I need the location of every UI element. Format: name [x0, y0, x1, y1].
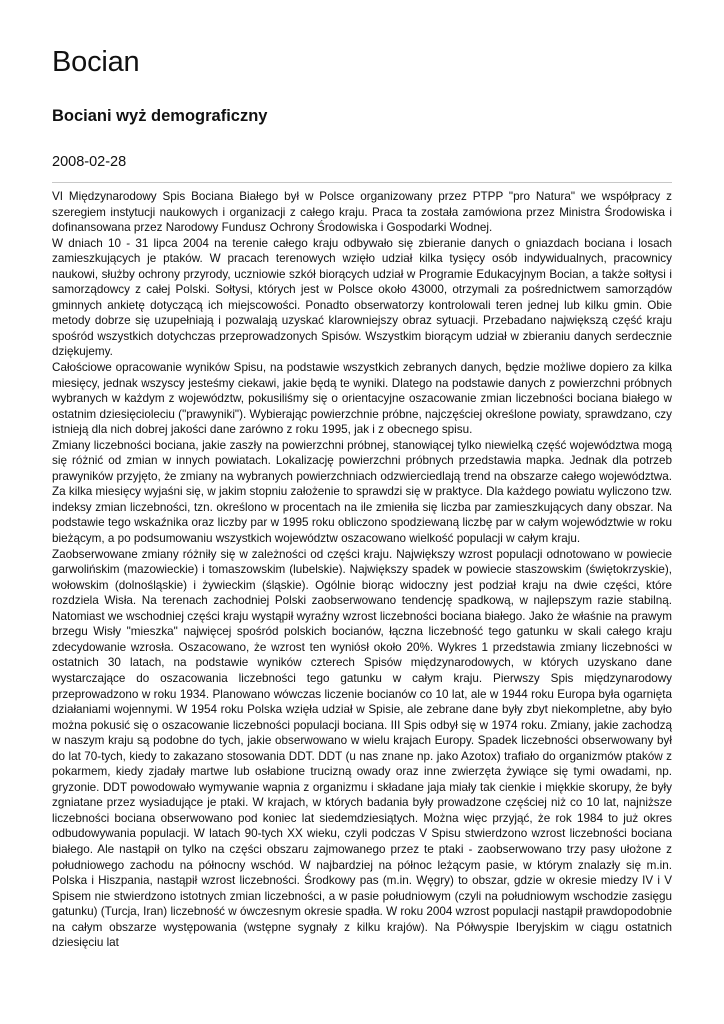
article-body	[52, 189, 672, 951]
article-paragraph: VI Międzynarodowy Spis Bociana Białego był w Polsce organizowany przez PTPP "pro Natura" we współpracy z szeregiem instytucji naukowych i organizacji z całego kraju. Praca ta została zamówiona przez Ministra Środowiska i dofinansowana przez Narodowy Fundusz Ochrony Środowiska i Gospodarki Wodnej.	[52, 190, 672, 235]
article-paragraph: Zaobserwowane zmiany różniły się w zależności od części kraju. Największy wzrost populacji odnotowano w powiecie garwolińskim (mazowieckie) i tomaszowskim (lubelskie). Największy spadek w powiecie staszowskim (świętokrzyskie), wołowskim (dolnośląskie) i żywieckim (śląskie). Ogólnie biorąc widoczny jest podział kraju na dwie części, które rozdziela Wisła. Na terenach zachodniej Polski zaobserwowano tendencję spadkową, w najlepszym razie stabilną. Natomiast we wschodniej części kraju wystąpił wyraźny wzrost liczebności bociana białego. Jako że właśnie na prawym brzegu Wisły "mieszka" najwięcej spośród polskich bocianów, łączna liczebność tego gatunku w skali całego kraju zdecydowanie wzrosła. Oszacowano, że wzrost ten wyniósł około 20%. Wykres 1 przedstawia zmiany liczebności w ostatnich 30 latach, na podstawie wyników czterech Spisów międzynarodowych, w których uzyskano dane wystarczające do oszacowania liczebności tego gatunku w całym kraju. Pierwszy Spis międzynarodowy przeprowadzono w roku 1934. Planowano wówczas liczenie bocianów co 10 lat, ale w 1944 roku Europa była ogarnięta działaniami wojennymi. W 1954 roku Polska wzięła udział w Spisie, ale zebrane dane były zbyt niekompletne, aby było można pokusić się o oszacowanie liczebności populacji bociana. III Spis odbył się w 1974 roku. Zmiany, jakie zachodzą w naszym kraju są podobne do tych, jakie obserwowano w wielu krajach Europy. Spadek liczebności obserwowany był do lat 70-tych, kiedy to zakazano stosowania DDT. DDT (u nas znane np. jako Azotox) trafiało do organizmów ptaków z pokarmem, kiedy zjadały martwe lub osłabione trucizną owady oraz inne zwierzęta żywiące się tymi owadami, np. gryzonie. DDT powodowało wymywanie wapnia z organizmu i składane jaja miały tak cienkie i miękkie skorupy, że były zgniatane przez wysiadujące je ptaki. W krajach, w których badania były prowadzone częściej niż co 10 lat, najniższe liczebności bociana obserwowano pod koniec lat siedemdziesiątych. Można więc przyjąć, że rok 1984 to już okres odbudowywania populacji. W latach 90-tych XX wieku, czyli podczas V Spisu stwierdzono wzrost liczebności bociana białego. Ale nastąpił on tylko na części obszaru zajmowanego przez te ptaki - zaobserwowano trzy pasy ułożone z południowego zachodu na północny wschód. W najbardziej na północ leżącym pasie, w którym znalazły się m.in. Polska i Hiszpania, nastąpił wzrost liczebności. Środkowy pas (m.in. Węgry) to obszar, gdzie w okresie miedzy IV i V Spisem nie stwierdzono istotnych zmian liczebności, a w pasie południowym (czyli na południowym wschodzie zasięgu gatunku) (Turcja, Iran) liczebność w ówczesnym okresie spadła. W roku 2004 wzrost populacji nastąpił prawdopodobnie na całym obszarze występowania (wstępne sygnały z kilku krajów). Na Półwyspie Iberyjskim w ciągu ostatnich dziesięciu lat	[52, 547, 672, 950]
title-divider	[52, 182, 672, 183]
article-title: Bociani wyż demograficzny	[52, 107, 268, 125]
article-paragraph: W dniach 10 - 31 lipca 2004 na terenie całego kraju odbywało się zbieranie danych o gniazdach bociana i losach zamieszkujących je ptaków. W pracach terenowych wzięło udział kilka tysięcy osób indywidualnych, pracownicy naukowi, służby ochrony przyrody, uczniowie szkół biorących udział w Programie Edukacyjnym Bocian, a także sołtysi i samorządowcy z całej Polski. Sołtysi, których jest w Polsce około 43000, otrzymali za pośrednictwem samorządów gminnych ankietę dotyczącą ich miejscowości. Ponadto obserwatorzy kontrolowali teren jednej lub kilku gmin. Obie metody dobrze się uzupełniają i pozwalają uzyskać klarowniejszy obraz sytuacji. Przebadano największą część kraju spośród wszystkich dotychczas przeprowadzonych Spisów. Wszystkim biorącym udział w zbieraniu danych serdecznie dziękujemy.	[52, 236, 672, 359]
page-content	[52, 42, 672, 951]
article-paragraph: Całościowe opracowanie wyników Spisu, na podstawie wszystkich zebranych danych, będzie możliwe dopiero za kilka miesięcy, jednak wszyscy jesteśmy ciekawi, jakie będą te wyniki. Dlatego na podstawie danych z powierzchni próbnych wybranych w każdym z województw, pokusiliśmy się o orientacyjne oszacowanie zmian liczebności bociana białego w ostatnim dziesięcioleciu ("prawyniki"). Wybierając powierzchnie próbne, najczęściej określone powiaty, sprawdzano, czy istnieją dla nich dobrej jakości dane zarówno z roku 1995, jak i z obecnego spisu.	[52, 361, 672, 437]
article-paragraph: Zmiany liczebności bociana, jakie zaszły na powierzchni próbnej, stanowiącej tylko niewielką część województwa mogą się różnić od zmian w innych powiatach. Lokalizację powierzchni próbnych przedstawia mapka. Jednak dla potrzeb prawyników przyjęto, że zmiany na wybranych powierzchniach odzwierciedlają trend na obszarze całego województwa. Za kilka miesięcy wyjaśni się, w jakim stopniu założenie to sprawdzi się w praktyce. Dla każdego powiatu wyliczono tzw. indeksy zmian liczebności, tzn. określono w procentach na ile zmieniła się liczba par zamieszkujących dany obszar. Na podstawie tego wskaźnika oraz liczby par w 1995 roku obliczono spodziewaną liczbę par w całym województwie w roku bieżącym, a po podsumowaniu wszystkich województw oszacowano wielkość populacji w całym kraju.	[52, 438, 672, 546]
article-date: 2008-02-28	[52, 154, 127, 170]
site-title: Bocian	[52, 46, 140, 78]
